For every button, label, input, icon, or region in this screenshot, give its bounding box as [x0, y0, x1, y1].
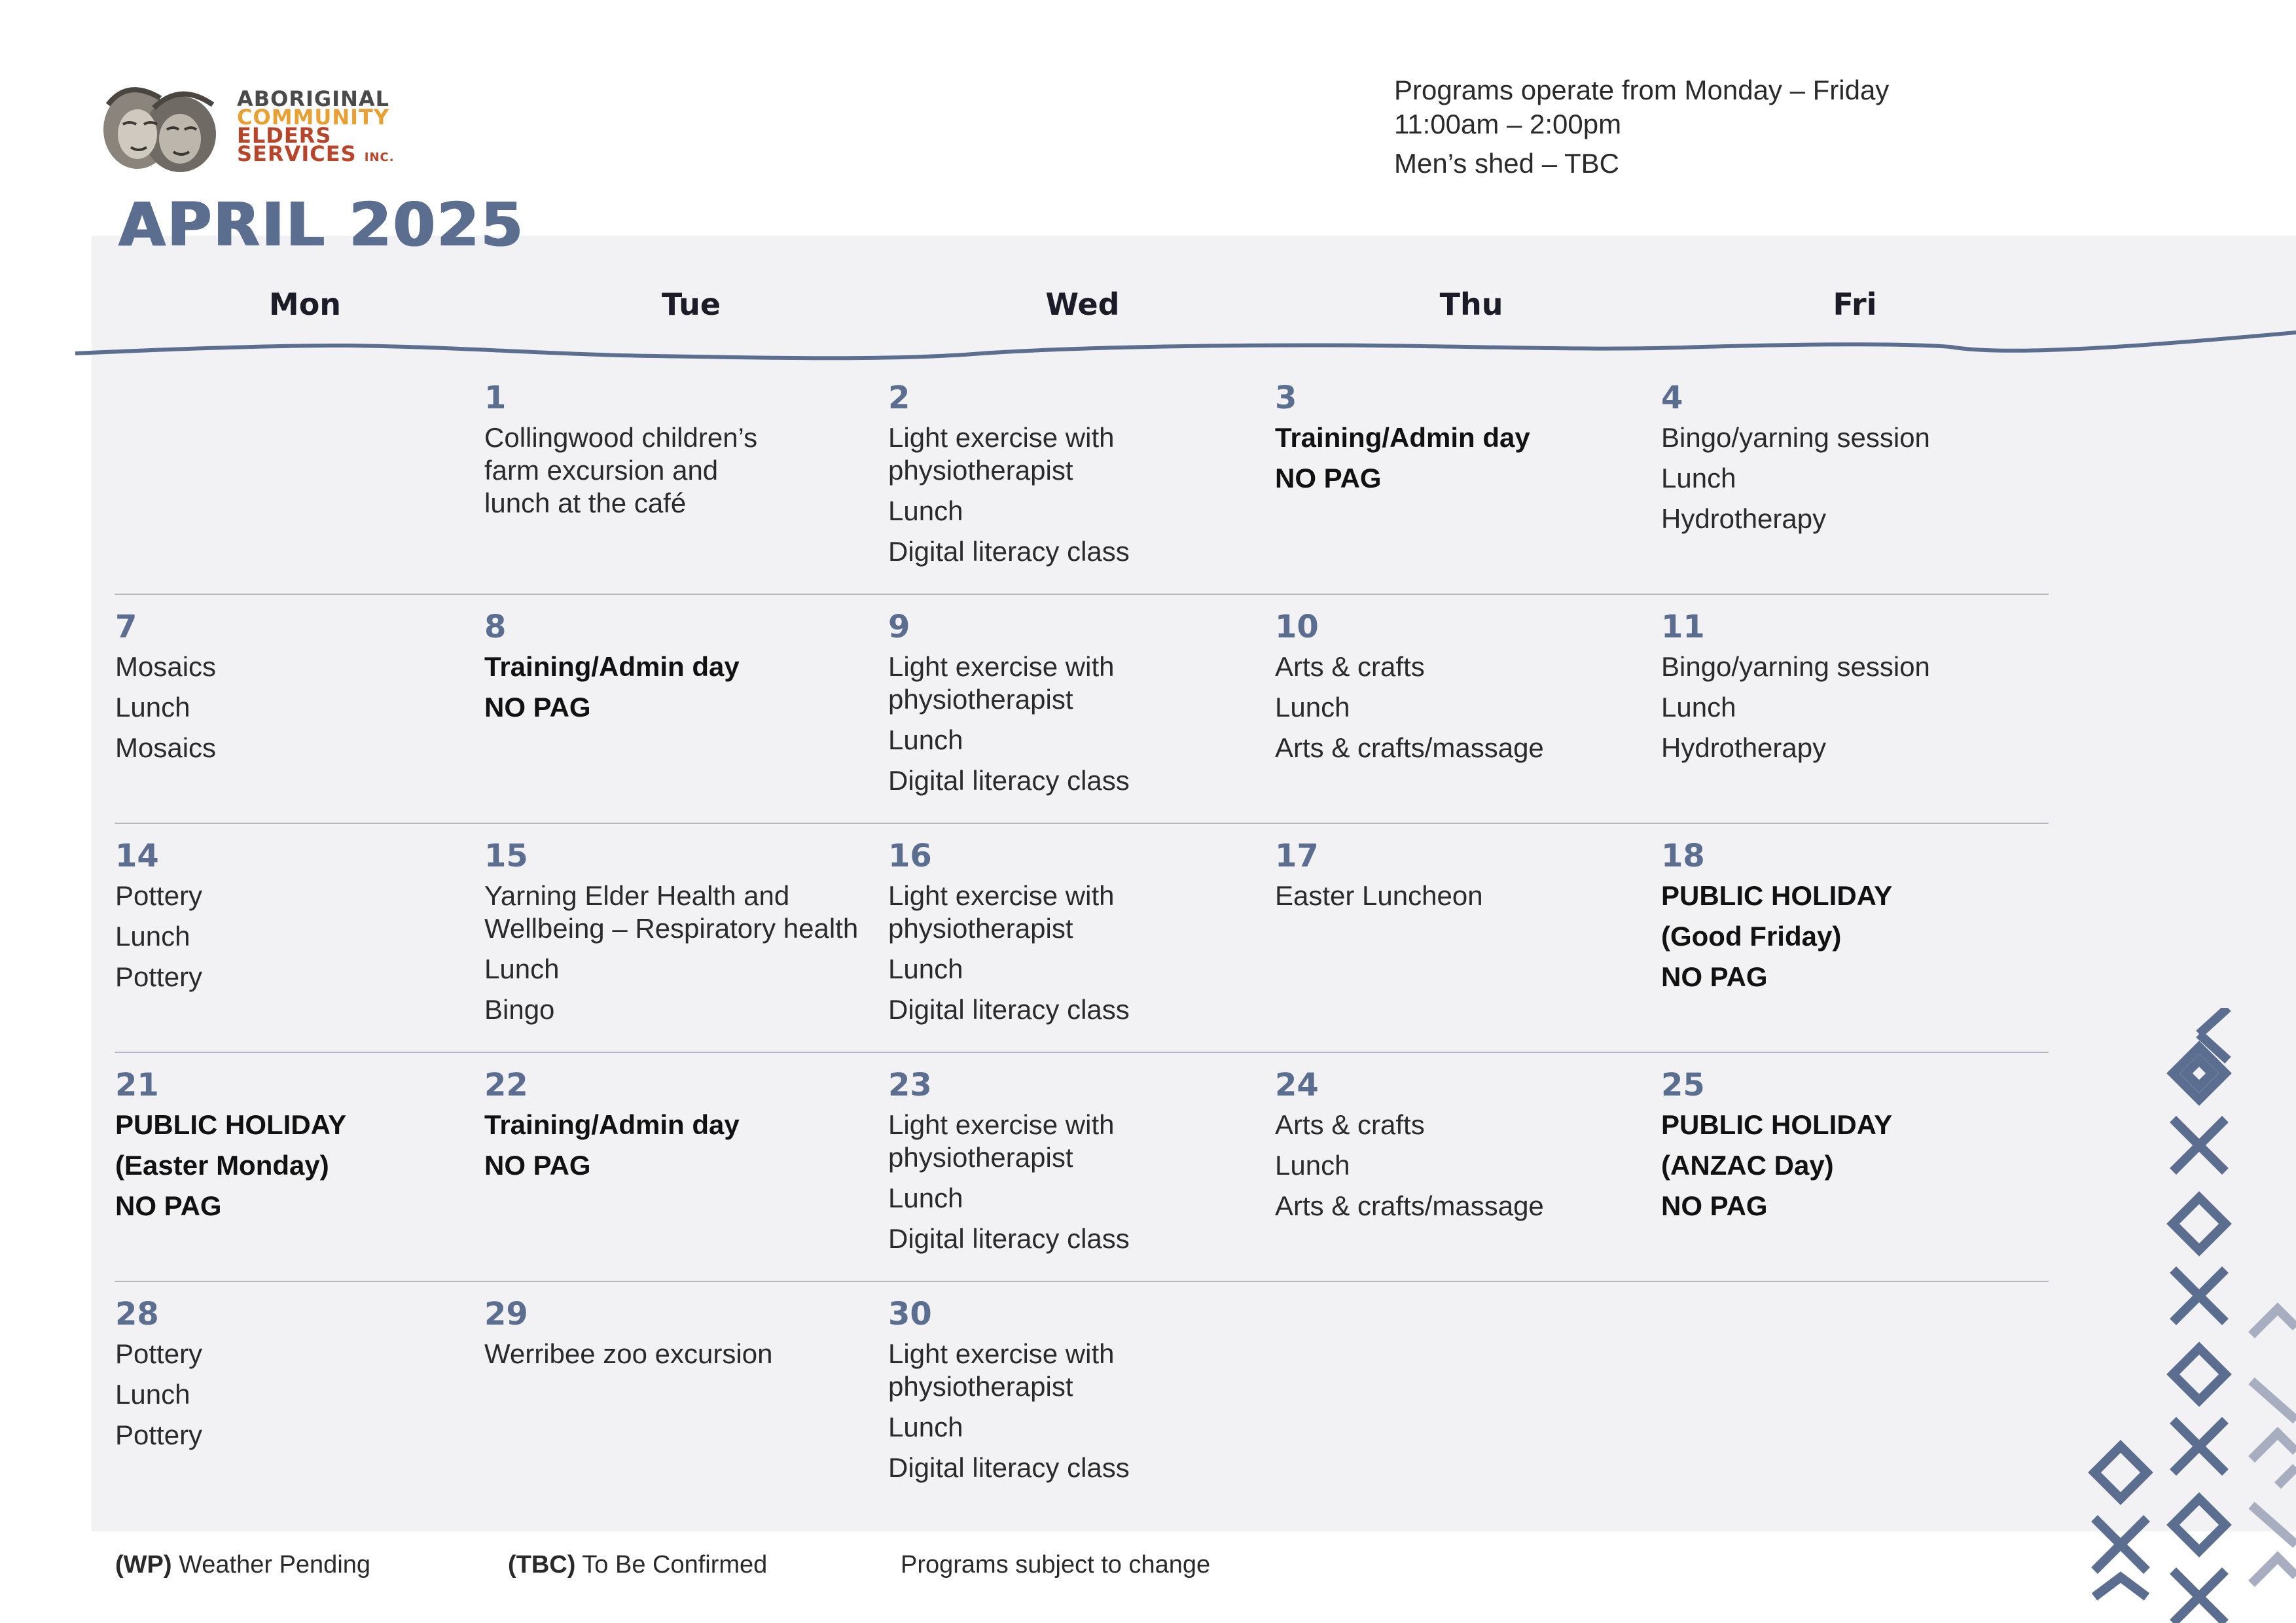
activity-line: Lunch [115, 692, 190, 722]
day-number: 23 [888, 1067, 932, 1103]
logo-text-inc: INC. [364, 151, 395, 164]
day-number: 24 [1275, 1067, 1319, 1103]
activity-line: Lunch [484, 954, 560, 984]
activity-line: Collingwood children’s farm excursion and lunch at the café [484, 422, 758, 518]
activity-line: Lunch [888, 954, 963, 984]
activity-line: Light exercise with physiotherapist [888, 422, 1115, 486]
activity-line: Bingo/yarning session [1661, 422, 1930, 453]
activity-line: Digital literacy class [888, 994, 1130, 1025]
day-number: 14 [115, 838, 159, 874]
day-number: 15 [484, 838, 528, 874]
day-cell-wed [888, 380, 1268, 576]
activity-line: Pottery [115, 880, 203, 911]
day-cell-fri [1661, 1067, 2041, 1230]
activity-line: Bingo/yarning session [1661, 651, 1930, 682]
activity-line: Training/Admin day [1275, 422, 1530, 453]
activity-line: Digital literacy class [888, 765, 1130, 796]
day-cell-fri [1661, 838, 2041, 1001]
activity-line: Lunch [888, 724, 963, 755]
activity-line: Arts & crafts [1275, 651, 1425, 682]
activity-line: PUBLIC HOLIDAY [1661, 880, 1893, 911]
day-cell-thu [1275, 380, 1655, 503]
activity-line: Digital literacy class [888, 536, 1130, 567]
day-cell-fri [1661, 380, 2041, 543]
day-cell-mon [115, 1067, 495, 1230]
day-cell-thu [1275, 609, 1655, 772]
activity-line: Digital literacy class [888, 1223, 1130, 1254]
day-number: 30 [888, 1296, 932, 1332]
activity-line: Lunch [115, 921, 190, 952]
legend-to-be-confirmed [508, 1551, 767, 1579]
legend-tbc-text: To Be Confirmed [575, 1551, 768, 1578]
day-number: 22 [484, 1067, 528, 1103]
day-cell-wed [888, 1296, 1268, 1492]
activity-line: NO PAG [1661, 961, 1768, 992]
day-number: 17 [1275, 838, 1319, 874]
activity-line: Pottery [115, 1338, 203, 1369]
activity-line: Lunch [1275, 692, 1350, 722]
activity-line: NO PAG [484, 1150, 591, 1181]
day-cell-thu [1275, 838, 1655, 920]
day-cell-wed [888, 838, 1268, 1034]
info-hours: 11:00am – 2:00pm [1394, 109, 1622, 139]
activity-line: Hydrotherapy [1661, 732, 1827, 763]
day-number: 1 [484, 380, 507, 416]
day-cell-thu [1275, 1067, 1655, 1230]
logo-text-community: COMMUNITY [237, 105, 390, 130]
logo-text-aboriginal: ABORIGINAL [237, 86, 390, 111]
activity-line: Pottery [115, 1419, 203, 1450]
legend-wp-code: (WP) [115, 1551, 172, 1578]
day-cell-mon [115, 609, 495, 772]
activity-line: Lunch [1661, 692, 1736, 722]
day-header-thu: Thu [1439, 287, 1503, 322]
activity-line: (ANZAC Day) [1661, 1150, 1834, 1181]
activity-line: Mosaics [115, 651, 217, 682]
activity-line: Bingo [484, 994, 555, 1025]
day-number: 18 [1661, 838, 1705, 874]
day-cell-tue [484, 838, 864, 1034]
activity-line: Lunch [1275, 1150, 1350, 1181]
activity-line: Yarning Elder Health and Wellbeing – Respiratory health [484, 880, 859, 944]
day-number: 9 [888, 609, 910, 645]
month-title: APRIL 2025 [118, 190, 524, 260]
day-cell-wed [888, 609, 1268, 805]
day-cell-fri [1661, 609, 2041, 772]
week-divider [115, 823, 2049, 824]
day-number: 8 [484, 609, 507, 645]
activity-line: Light exercise with physiotherapist [888, 880, 1115, 944]
activity-line: NO PAG [1661, 1190, 1768, 1221]
day-number: 3 [1275, 380, 1297, 416]
activity-line: Lunch [115, 1379, 190, 1410]
day-number: 28 [115, 1296, 159, 1332]
logo-text-services-word: SERVICES [237, 141, 357, 166]
activity-line: Hydrotherapy [1661, 503, 1827, 534]
day-header-fri: Fri [1833, 287, 1877, 322]
activity-line: Arts & crafts/massage [1275, 1190, 1544, 1221]
day-number: 29 [484, 1296, 528, 1332]
activity-line: Light exercise with physiotherapist [888, 1338, 1115, 1402]
logo-text-services [237, 141, 395, 168]
activity-line: Light exercise with physiotherapist [888, 1109, 1115, 1173]
legend-tbc-code: (TBC) [508, 1551, 576, 1578]
activity-line: Arts & crafts [1275, 1109, 1425, 1140]
activity-line: NO PAG [484, 692, 591, 722]
logo-text-elders: ELDERS [237, 123, 332, 148]
decorative-diamond-pattern-icon [2081, 1008, 2296, 1623]
activity-line: Digital literacy class [888, 1452, 1130, 1483]
day-number: 7 [115, 609, 137, 645]
day-header-wed: Wed [1045, 287, 1120, 322]
info-days: Programs operate from Monday – Friday [1394, 75, 1890, 105]
activity-line: Lunch [888, 1183, 963, 1213]
legend-subject-to-change: Programs subject to change [901, 1551, 1211, 1578]
activity-line: Lunch [888, 1412, 963, 1442]
day-number: 2 [888, 380, 910, 416]
day-number: 16 [888, 838, 932, 874]
day-cell-tue [484, 609, 864, 732]
activity-line: (Easter Monday) [115, 1150, 329, 1181]
activity-line: Werribee zoo excursion [484, 1338, 773, 1369]
legend-weather-pending [115, 1551, 370, 1579]
activity-line: Arts & crafts/massage [1275, 732, 1544, 763]
activity-line: (Good Friday) [1661, 921, 1842, 952]
header-wave-divider [0, 321, 2296, 373]
day-number: 21 [115, 1067, 159, 1103]
day-cell-tue [484, 380, 864, 527]
activity-line: Light exercise with physiotherapist [888, 651, 1115, 715]
elders-portrait-logo-icon [92, 79, 223, 177]
legend-wp-text: Weather Pending [171, 1551, 371, 1578]
activity-line: Easter Luncheon [1275, 880, 1483, 911]
activity-line: Pottery [115, 961, 203, 992]
activity-line: Training/Admin day [484, 651, 740, 682]
info-mens-shed: Men’s shed – TBC [1394, 148, 1619, 179]
day-header-mon: Mon [268, 287, 342, 322]
day-cell-mon [115, 1296, 495, 1459]
day-cell-tue [484, 1067, 864, 1190]
program-info [1394, 73, 1889, 181]
activity-line: Mosaics [115, 732, 217, 763]
day-header-tue: Tue [661, 287, 721, 322]
logo [92, 79, 432, 177]
activity-line: Training/Admin day [484, 1109, 740, 1140]
week-divider [115, 594, 2049, 595]
activity-line: NO PAG [1275, 463, 1382, 493]
day-number: 25 [1661, 1067, 1705, 1103]
activity-line: Lunch [1661, 463, 1736, 493]
activity-line: Lunch [888, 495, 963, 526]
day-cell-wed [888, 1067, 1268, 1263]
day-cell-mon [115, 838, 495, 1001]
day-number: 4 [1661, 380, 1683, 416]
day-cell-tue [484, 1296, 864, 1378]
week-divider [115, 1281, 2049, 1282]
activity-line: PUBLIC HOLIDAY [115, 1109, 347, 1140]
day-number: 11 [1661, 609, 1705, 645]
day-number: 10 [1275, 609, 1319, 645]
activity-line: PUBLIC HOLIDAY [1661, 1109, 1893, 1140]
activity-line: NO PAG [115, 1190, 222, 1221]
week-divider [115, 1052, 2049, 1053]
